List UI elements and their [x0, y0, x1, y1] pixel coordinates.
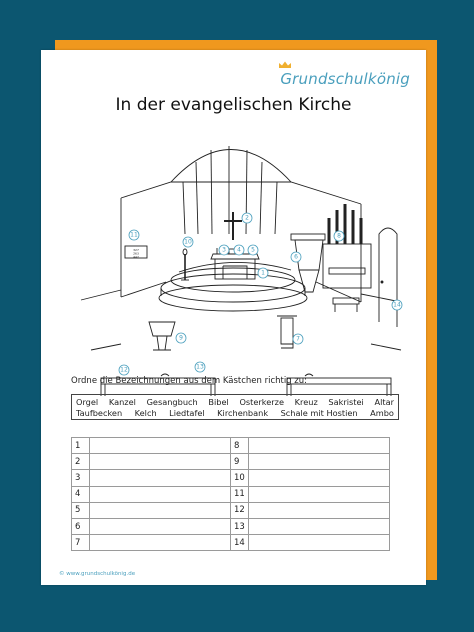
word-gesangbuch: Gesangbuch: [146, 397, 198, 407]
worksheet-page: [41, 50, 426, 585]
answer-field[interactable]: [89, 518, 230, 534]
svg-text:2: 2: [245, 214, 249, 222]
answer-field[interactable]: [248, 535, 389, 551]
row-number: 6: [72, 518, 90, 534]
svg-text:6: 6: [294, 253, 298, 261]
answer-field[interactable]: [248, 518, 389, 534]
table-row: [72, 518, 390, 534]
word-altar: Altar: [374, 397, 394, 407]
marker-7: [293, 334, 303, 344]
word-bibel: Bibel: [208, 397, 229, 407]
marker-8: [334, 231, 344, 241]
church-illustration: [61, 122, 411, 374]
brand-logo-text: Grundschulkönig: [280, 70, 410, 88]
marker-1: [258, 268, 268, 278]
answer-field[interactable]: [248, 470, 389, 486]
answer-field[interactable]: [89, 535, 230, 551]
row-number: 3: [72, 470, 90, 486]
row-number: 14: [230, 535, 248, 551]
word-bank-row-2: [76, 408, 394, 418]
marker-6: [291, 252, 301, 262]
marker-14: [392, 300, 402, 310]
answer-field[interactable]: [89, 486, 230, 502]
table-row: [72, 454, 390, 470]
word-sakristei: Sakristei: [328, 397, 364, 407]
worksheet-title: In der evangelischen Kirche: [115, 95, 352, 115]
brand-logo: [280, 70, 410, 88]
marker-11: [129, 230, 139, 240]
answer-table: [71, 437, 390, 551]
word-kelch: Kelch: [134, 408, 157, 418]
table-row: [72, 438, 390, 454]
word-bank-row-1: [76, 397, 394, 407]
row-number: 4: [72, 486, 90, 502]
row-number: 11: [230, 486, 248, 502]
answer-field[interactable]: [89, 470, 230, 486]
answer-field[interactable]: [248, 502, 389, 518]
svg-text:13: 13: [196, 363, 204, 371]
svg-text:9: 9: [179, 334, 183, 342]
word-kanzel: Kanzel: [108, 397, 136, 407]
row-number: 1: [72, 438, 90, 454]
table-row: [72, 502, 390, 518]
row-number: 9: [230, 454, 248, 470]
answer-field[interactable]: [248, 486, 389, 502]
table-row: [72, 535, 390, 551]
svg-text:7: 7: [296, 335, 300, 343]
svg-text:8: 8: [337, 232, 341, 240]
marker-3: [219, 245, 229, 255]
svg-text:1: 1: [261, 269, 265, 277]
svg-text:14: 14: [393, 301, 401, 309]
row-number: 12: [230, 502, 248, 518]
marker-5: [248, 245, 258, 255]
copyright-notice: © www.grundschulkönig.de: [59, 571, 136, 577]
row-number: 13: [230, 518, 248, 534]
word-orgel: Orgel: [76, 397, 99, 407]
word-osterkerze: Osterkerze: [239, 397, 284, 407]
answer-field[interactable]: [248, 454, 389, 470]
svg-text:5: 5: [251, 246, 255, 254]
word-kreuz: Kreuz: [294, 397, 318, 407]
word-liedtafel: Liedtafel: [169, 408, 205, 418]
marker-12: [119, 365, 129, 375]
marker-13: [195, 362, 205, 372]
instruction-text: Ordne die Bezeichnungen aus dem Kästchen richtig zu:: [71, 376, 308, 386]
table-row: [72, 486, 390, 502]
answer-field[interactable]: [89, 438, 230, 454]
marker-4: [234, 245, 244, 255]
svg-text:10: 10: [184, 238, 192, 246]
word-schale-mit-hostien: Schale mit Hostien: [280, 408, 358, 418]
row-number: 8: [230, 438, 248, 454]
table-row: [72, 470, 390, 486]
row-number: 5: [72, 502, 90, 518]
marker-2: [242, 213, 252, 223]
svg-text:3: 3: [222, 246, 226, 254]
marker-9: [176, 333, 186, 343]
marker-10: [183, 237, 193, 247]
word-taufbecken: Taufbecken: [76, 408, 123, 418]
svg-text:4: 4: [237, 246, 241, 254]
hymn-board-line-3: 442: [133, 255, 139, 259]
hymn-board-line-1: 327: [133, 248, 139, 252]
answer-field[interactable]: [248, 438, 389, 454]
word-ambo: Ambo: [370, 408, 394, 418]
answer-field[interactable]: [89, 454, 230, 470]
svg-text:11: 11: [130, 231, 138, 239]
word-kirchenbank: Kirchenbank: [217, 408, 269, 418]
row-number: 7: [72, 535, 90, 551]
svg-text:12: 12: [120, 366, 128, 374]
answer-field[interactable]: [89, 502, 230, 518]
word-bank-box: [71, 394, 399, 420]
hymn-board-line-2: 263: [133, 251, 139, 256]
row-number: 10: [230, 470, 248, 486]
crown-icon: [278, 61, 292, 69]
row-number: 2: [72, 454, 90, 470]
